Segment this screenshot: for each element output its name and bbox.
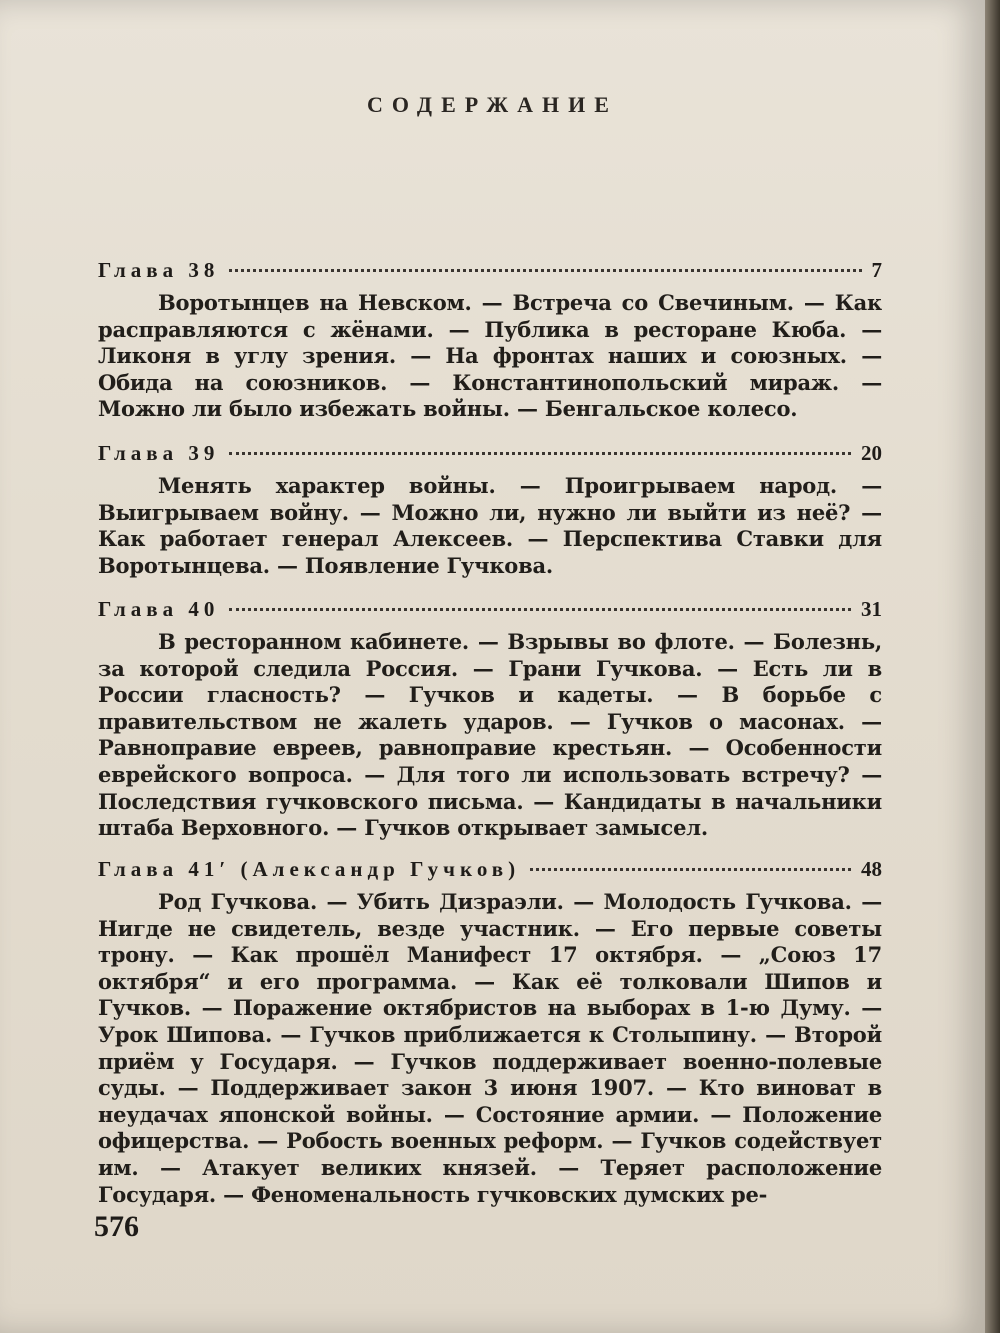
chapter-page-number: 7 xyxy=(871,258,882,282)
dot-leader xyxy=(229,269,861,272)
folio-page-number: 576 xyxy=(94,1210,139,1243)
chapter-page-number: 48 xyxy=(861,857,882,881)
toc-entry-heading xyxy=(98,441,882,471)
dot-leader xyxy=(229,452,851,455)
chapter-page-number: 31 xyxy=(861,597,882,621)
chapter-summary: Воротынцев на Невском. — Встреча со Свечиным. — Как расправляются с жёнами. — Публика в ресторане Кюба. — Ликоня в углу зрения. — На фронтах наших и союзных. — Обида на союзников. — Константинопольский мираж. — Можно ли было избежать войны. — Бенгальское колесо. xyxy=(98,290,882,422)
chapter-label: Глава 40 xyxy=(98,597,220,621)
book-spine-shadow xyxy=(985,0,1000,1333)
toc-entry xyxy=(98,258,882,423)
toc-entry xyxy=(98,857,882,1208)
toc-entry xyxy=(98,441,882,579)
toc-entry xyxy=(98,597,882,842)
chapter-summary: Менять характер войны. — Проигрываем народ. — Выигрываем войну. — Можно ли, нужно ли выйти из неё? — Как работает генерал Алексеев. — Перспектива Ставки для Воротынцева. — Появление Гучкова. xyxy=(98,473,882,578)
chapter-label: Глава 41′ (Александр Гучков) xyxy=(98,857,521,881)
chapter-page-number: 20 xyxy=(861,441,882,465)
toc-entry-heading xyxy=(98,258,882,288)
toc-entry-heading xyxy=(98,597,882,627)
chapter-label: Глава 39 xyxy=(98,441,220,465)
dot-leader xyxy=(530,868,851,871)
chapter-label: Глава 38 xyxy=(98,258,220,282)
toc-entry-heading xyxy=(98,857,882,887)
chapter-summary: Род Гучкова. — Убить Дизраэли. — Молодость Гучкова. — Нигде не свидетель, везде участник. — Его первые советы трону. — Как прошёл Манифест 17 октября. — „Союз 17 октября“ и его программа. — Как её толковали Шипов и Гучков. — Поражение октябристов на выборах в 1-ю Думу. — Урок Шипова. — Гучков приближается к Столыпину. — Второй приём у Государя. — Гучков поддерживает военно-полевые суды. — Поддерживает закон 3 июня 1907. — Кто виноват в неудачах японской войны. — Состояние армии. — Положение офицерства. — Робость военных реформ. — Гучков содействует им. — Атакует великих князей. — Теряет расположение Государя. — Феноменальность гучковских думских ре- xyxy=(98,889,882,1207)
dot-leader xyxy=(229,608,851,611)
page-title: СОДЕРЖАНИЕ xyxy=(367,92,618,117)
chapter-summary: В ресторанном кабинете. — Взрывы во флоте. — Болезнь, за которой следила Россия. — Грани Гучкова. — Есть ли в России гласность? — Гучков и кадеты. — В борьбе с правительством не жалеть ударов. — Гучков о масонах. — Равноправие евреев, равноправие крестьян. — Особенности еврейского вопроса. — Для того ли использовать встречу? — Последствия гучковского письма. — Кандидаты в начальники штаба Верховного. — Гучков открывает замысел. xyxy=(98,629,882,841)
